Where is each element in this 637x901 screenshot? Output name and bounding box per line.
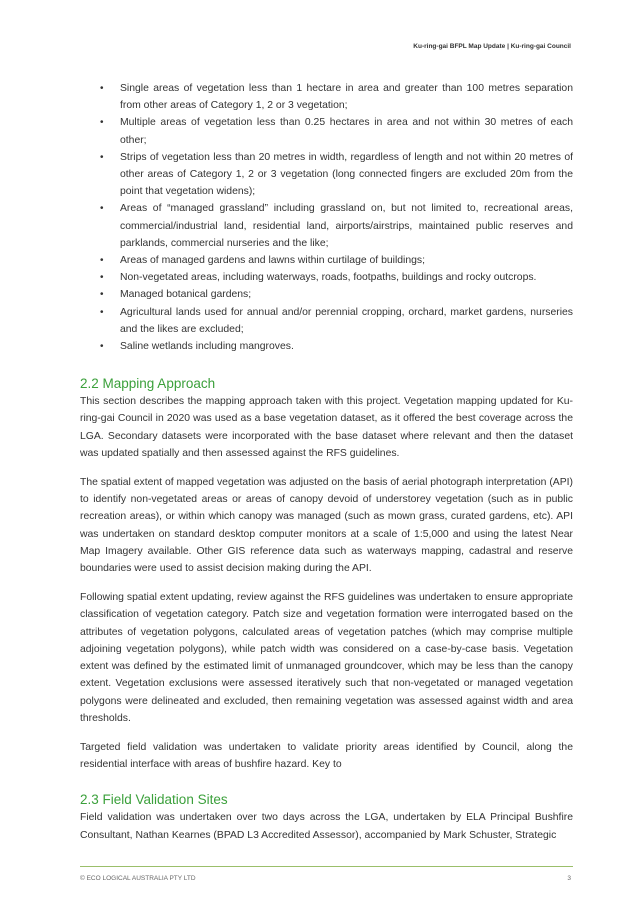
- list-item: • Managed botanical gardens;: [80, 286, 573, 303]
- bullet-icon: •: [100, 151, 104, 163]
- bullet-icon: •: [100, 83, 104, 94]
- list-item: • Non-vegetated areas, including waterways, roads, footpaths, buildings and rocky outcrops.: [80, 269, 573, 286]
- bullet-icon: •: [100, 289, 104, 301]
- bullet-icon: •: [100, 255, 104, 267]
- list-item: • Areas of “managed grassland” including grassland on, but not limited to, recreational areas, commercial/industrial land, residential land, airports/airstrips, maintained public reserves and parklands, commercial nurseries and the like;: [80, 200, 573, 252]
- paragraph: Field validation was undertaken over two days across the LGA, undertaken by ELA Principal Bushfire Consultant, Nathan Kearnes (BPAD L3 Accredited Assessor), accompanied by Mark Schuster, Strategic: [80, 812, 573, 841]
- paragraph: Following spatial extent updating, review against the RFS guidelines was undertaken to ensure appropriate classification of vegetation category. Patch size and vegetation formation were interrogated based on the attributes of vegetation polygons, calculated areas of vegetation patches (which may comprise multiple adjoining vegetation polygons), while patch width was considered on a case-by-case basis. Vegetation extent was defined by the estimated limit of unmanaged groundcover, which may be less than the canopy extent. Vegetation exclusions were assessed iteratively such that non-vegetated or managed vegetation polygons were delineated and excluded, then remaining vegetation was assessed against width and area thresholds.: [80, 592, 573, 724]
- list-item: • Saline wetlands including mangroves.: [80, 338, 573, 355]
- list-item: • Agricultural lands used for annual and/or perennial cropping, orchard, market gardens, nurseries and the likes are excluded;: [80, 304, 573, 338]
- list-item: • Multiple areas of vegetation less than 0.25 hectares in area and not within 30 metres of each other;: [80, 114, 573, 148]
- paragraph: This section describes the mapping approach taken with this project. Vegetation mapping updated for Ku-ring-gai Council in 2020 was used as a base vegetation dataset, as it offered the best coverage across the LGA. Secondary datasets were incorporated with the base dataset where relevant and then the dataset was updated spatially and then assessed against the RFS guidelines.: [80, 396, 573, 459]
- list-item: • Strips of vegetation less than 20 metres in width, regardless of length and not within 20 metres of other areas of Category 1, 2 or 3 vegetation (long connected fingers are excluded 20m from the point that vegetation widens);: [80, 149, 573, 201]
- list-item: • Areas of managed gardens and lawns within curtilage of buildings;: [80, 252, 573, 269]
- list-item: • Single areas of vegetation less than 1 hectare in area and greater than 100 metres separation from other areas of Category 1, 2 or 3 vegetation;: [80, 80, 573, 114]
- bullet-icon: •: [100, 341, 104, 353]
- running-header: Ku-ring-gai BFPL Map Update | Ku-ring-gai Council: [413, 43, 571, 50]
- footer-copyright: © ECO LOGICAL AUSTRALIA PTY LTD: [80, 875, 196, 882]
- section-heading-mapping-approach: 2.2 Mapping Approach: [80, 376, 216, 392]
- paragraph: Targeted field validation was undertaken to validate priority areas identified by Council, along the residential interface with areas of bushfire hazard. Key to: [80, 741, 573, 771]
- section-heading-field-validation: 2.3 Field Validation Sites: [80, 792, 228, 808]
- exclusion-list: [80, 80, 573, 355]
- bullet-icon: •: [100, 117, 104, 129]
- bullet-icon: •: [100, 272, 104, 284]
- bullet-icon: •: [100, 306, 104, 318]
- page-number: 3: [567, 875, 571, 882]
- paragraph: The spatial extent of mapped vegetation was adjusted on the basis of aerial photograph interpretation (API) to identify non-vegetated areas or areas of canopy devoid of understorey vegetation (such as in public recreation areas), or within which canopy was managed (such as mown grass, curated gardens, etc). API was undertaken on standard desktop computer monitors at a scale of 1:5,000 and using the latest Near Map Imagery available. Other GIS reference data such as waterways mapping, cadastral and reserve boundaries were used to assist decision making during the API.: [80, 477, 573, 575]
- footer-divider: [80, 866, 573, 867]
- bullet-icon: •: [100, 203, 104, 215]
- page-content: [80, 80, 573, 844]
